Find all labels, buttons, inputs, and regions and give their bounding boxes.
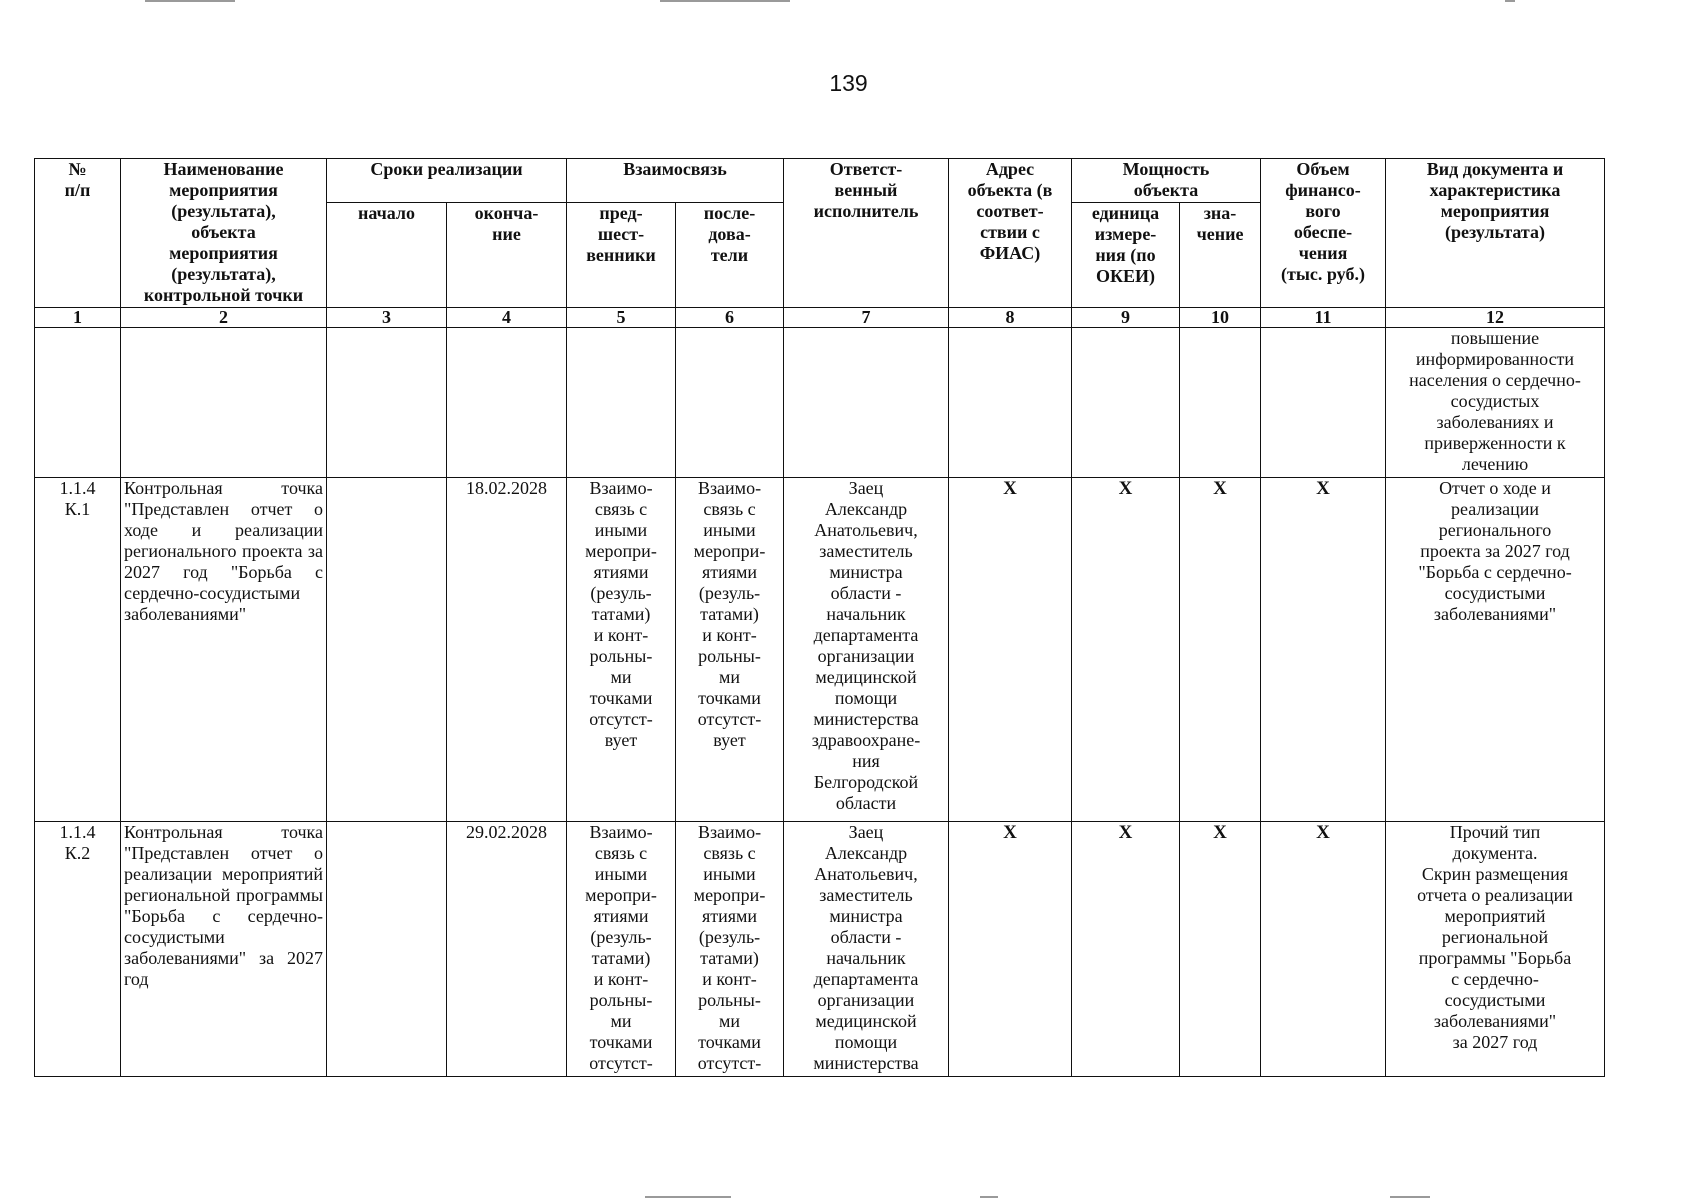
cell-document: Отчет о ходе и реализации регионального проекта за 2027 год "Борьба с сердечно- сосудистыми заболеваниями" [1386, 478, 1605, 822]
cell-document: Прочий тип документа. Скрин размещения отчета о реализации мероприятий региональной программы "Борьба с сердечно- сосудистыми заболеваниями" за 2027 год [1386, 822, 1605, 1077]
header-col-financing: Объем финансо- вого обеспе- чения (тыс. руб.) [1261, 159, 1386, 308]
cell-financing: Х [1261, 478, 1386, 822]
column-number: 12 [1386, 308, 1605, 328]
cell-predecessors [567, 328, 676, 478]
cell-financing: Х [1261, 822, 1386, 1077]
cell-start [327, 328, 447, 478]
cell-value: Х [1180, 478, 1261, 822]
cell-name [121, 328, 327, 478]
cell-responsible: Заец Александр Анатольевич, заместитель министра области - начальник департамента организации медицинской помощи министерства [784, 822, 949, 1077]
scan-artifact-line [1390, 1196, 1430, 1198]
page-number: 139 [829, 70, 868, 96]
cell-no: 1.1.4 К.2 [35, 822, 121, 1077]
header-col-terms: Сроки реализации [327, 159, 567, 203]
cell-name: Контрольная точка "Представлен отчет о реализации мероприятий региональной программы "Борьба с сердечно-сосудистыми заболеваниями" за 2027 год [121, 822, 327, 1077]
table-row [35, 328, 1605, 478]
scan-artifact-line [645, 1196, 731, 1198]
cell-no [35, 328, 121, 478]
header-row-top [35, 159, 1605, 203]
column-number: 3 [327, 308, 447, 328]
cell-successors: Взаимо- связь с иными меропри- ятиями (резуль- татами) и конт- рольны- ми точками отсутст- вует [676, 478, 784, 822]
cell-predecessors: Взаимо- связь с иными меропри- ятиями (резуль- татами) и конт- рольны- ми точками отсутст- вует [567, 478, 676, 822]
cell-start [327, 822, 447, 1077]
cell-unit: Х [1072, 478, 1180, 822]
scan-artifact-line [980, 1196, 998, 1198]
header-col-start: начало [327, 203, 447, 308]
header-col-value: зна- чение [1180, 203, 1261, 308]
header-col-successors: после- дова- тели [676, 203, 784, 308]
column-number: 2 [121, 308, 327, 328]
cell-value [1180, 328, 1261, 478]
column-number: 9 [1072, 308, 1180, 328]
column-number: 6 [676, 308, 784, 328]
scan-artifact-line [660, 0, 790, 2]
cell-responsible: Заец Александр Анатольевич, заместитель министра области - начальник департамента организации медицинской помощи министерства здравоохране- ния Белгородской области [784, 478, 949, 822]
header-col-responsible: Ответст- венный исполнитель [784, 159, 949, 308]
cell-start [327, 478, 447, 822]
cell-unit: Х [1072, 822, 1180, 1077]
table-row [35, 478, 1605, 822]
cell-address [949, 328, 1072, 478]
cell-successors [676, 328, 784, 478]
column-number-row [35, 308, 1605, 328]
column-number: 7 [784, 308, 949, 328]
header-col-power: Мощность объекта [1072, 159, 1261, 203]
header-col-document: Вид документа и характеристика мероприятия (результата) [1386, 159, 1605, 308]
column-number: 5 [567, 308, 676, 328]
column-number: 8 [949, 308, 1072, 328]
plan-table [34, 158, 1605, 1077]
cell-no: 1.1.4 К.1 [35, 478, 121, 822]
cell-unit [1072, 328, 1180, 478]
header-col-end: оконча- ние [447, 203, 567, 308]
cell-end [447, 328, 567, 478]
table-row [35, 822, 1605, 1077]
cell-address: Х [949, 478, 1072, 822]
cell-name: Контрольная точка "Представлен отчет о ходе и реализации регионального проекта за 2027 год "Борьба с сердечно-сосудистыми заболеваниями" [121, 478, 327, 822]
column-number: 10 [1180, 308, 1261, 328]
header-col-predecessors: пред- шест- венники [567, 203, 676, 308]
cell-value: Х [1180, 822, 1261, 1077]
header-col-relation: Взаимосвязь [567, 159, 784, 203]
cell-predecessors: Взаимо- связь с иными меропри- ятиями (резуль- татами) и конт- рольны- ми точками отсутст- [567, 822, 676, 1077]
scan-artifact-line [1505, 0, 1515, 2]
column-number: 11 [1261, 308, 1386, 328]
cell-address: Х [949, 822, 1072, 1077]
header-col-no: № п/п [35, 159, 121, 308]
header-col-unit: единица измере- ния (по ОКЕИ) [1072, 203, 1180, 308]
cell-document: повышение информированности населения о сердечно- сосудистых заболеваниях и приверженности к лечению [1386, 328, 1605, 478]
header-col-name: Наименование мероприятия (результата), объекта мероприятия (результата), контрольной точки [121, 159, 327, 308]
cell-financing [1261, 328, 1386, 478]
column-number: 1 [35, 308, 121, 328]
cell-successors: Взаимо- связь с иными меропри- ятиями (резуль- татами) и конт- рольны- ми точками отсутст- [676, 822, 784, 1077]
column-number: 4 [447, 308, 567, 328]
cell-end: 29.02.2028 [447, 822, 567, 1077]
header-col-address: Адрес объекта (в соответ- ствии с ФИАС) [949, 159, 1072, 308]
scan-artifact-line [145, 0, 235, 2]
cell-responsible [784, 328, 949, 478]
cell-end: 18.02.2028 [447, 478, 567, 822]
